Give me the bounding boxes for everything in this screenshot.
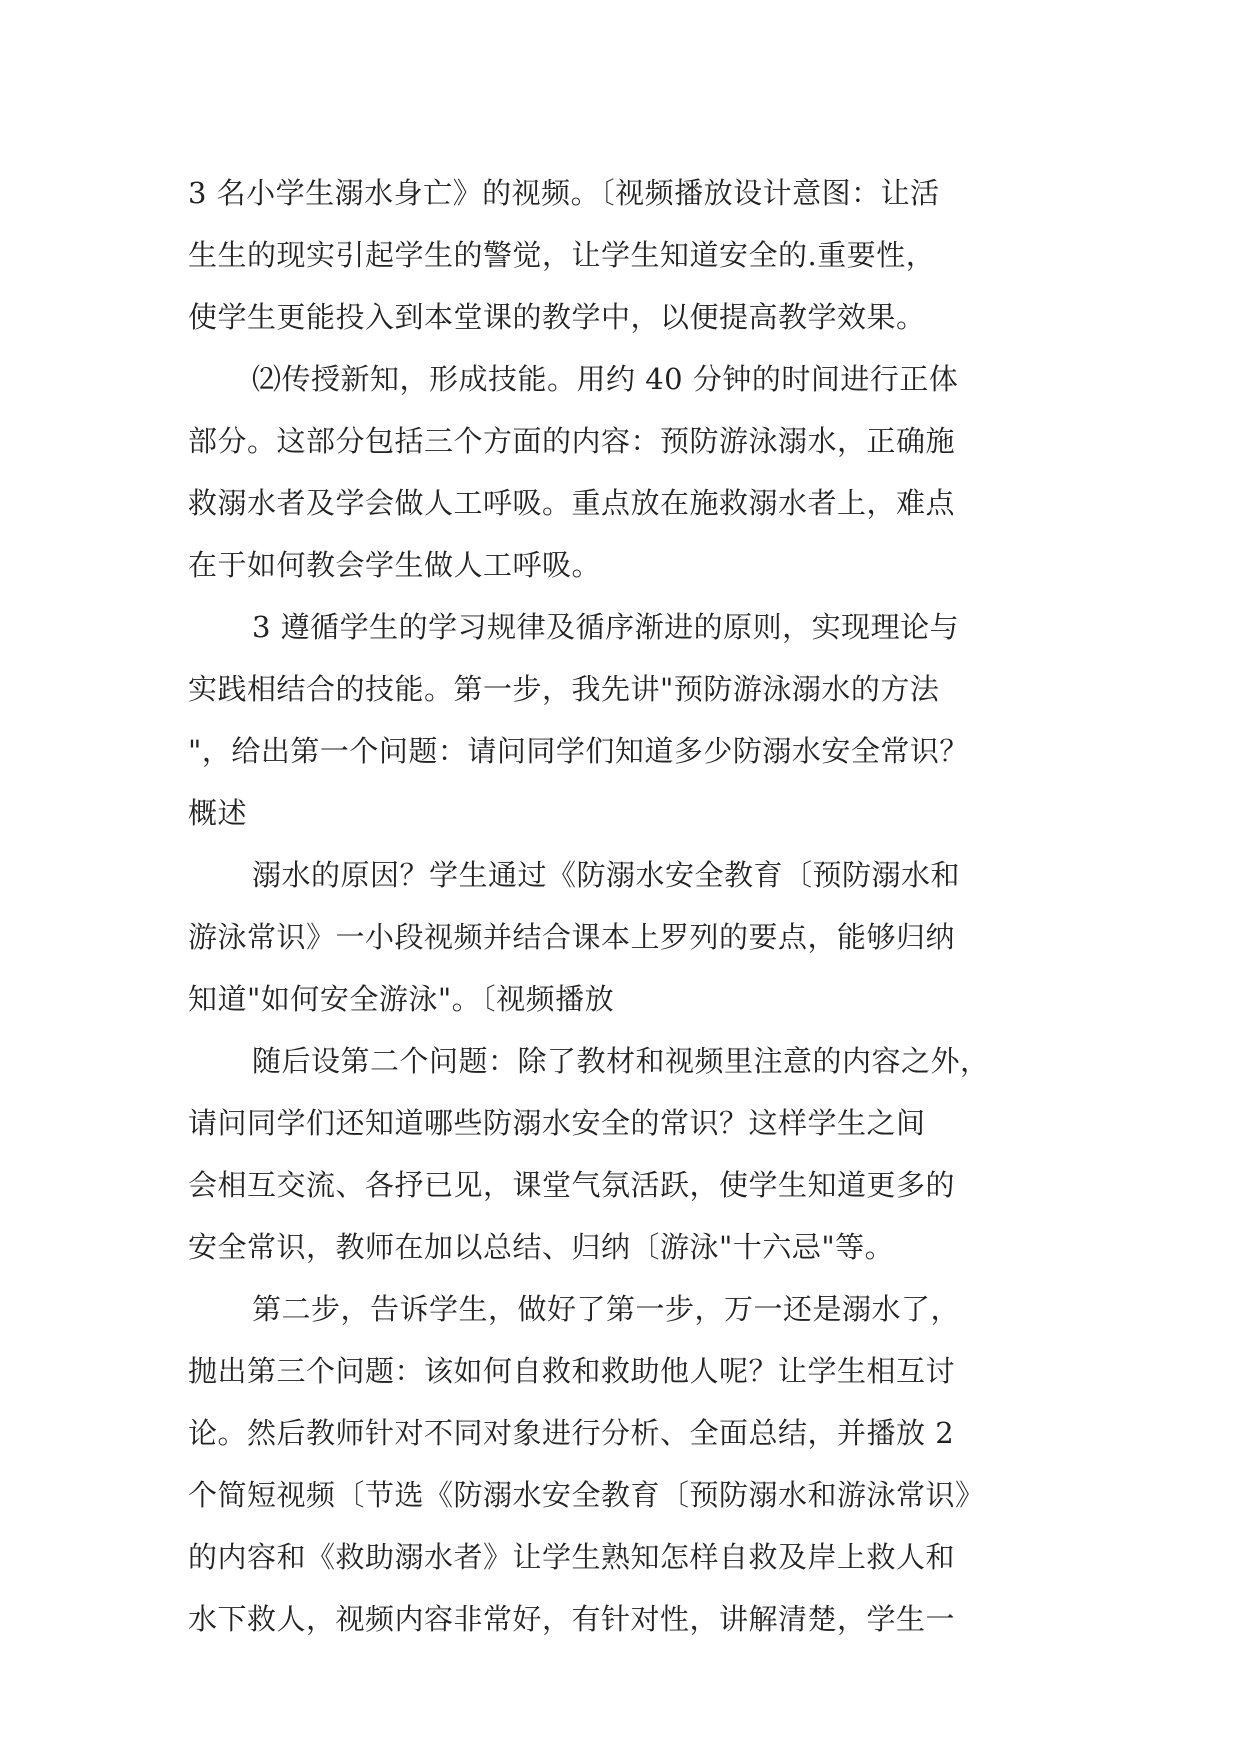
text-line: 3 名小学生溺水身亡》的视频。〔视频播放设计意图：让活: [188, 176, 940, 210]
text-line: 抛出第三个问题：该如何自救和救助他人呢？让学生相互讨: [188, 1354, 956, 1388]
text-line: 水下救人，视频内容非常好，有针对性，讲解清楚，学生一: [188, 1602, 956, 1636]
document-body: [188, 162, 1058, 1650]
text-line: 溺水的原因？学生通过《防溺水安全教育〔预防溺水和: [252, 858, 961, 892]
text-line: 实践相结合的技能。第一步，我先讲"预防游泳溺水的方法: [188, 672, 940, 706]
text-line: 的内容和《救助溺水者》让学生熟知怎样自救及岸上救人和: [188, 1540, 956, 1574]
text-line: 使学生更能投入到本堂课的教学中，以便提高教学效果。: [188, 300, 926, 334]
text-line: 安全常识，教师在加以总结、归纳〔游泳"十六忌"等。: [188, 1230, 895, 1264]
text-line: 游泳常识》一小段视频并结合课本上罗列的要点，能够归纳: [188, 920, 956, 954]
text-line: 知道"如何安全游泳"。〔视频播放: [188, 982, 615, 1016]
text-line: 3 遵循学生的学习规律及循序渐进的原则，实现理论与: [252, 610, 960, 644]
text-line: 部分。这部分包括三个方面的内容：预防游泳溺水，正确施: [188, 424, 956, 458]
text-line: "，给出第一个问题：请问同学们知道多少防溺水安全常识？: [188, 734, 969, 768]
text-line: 生生的现实引起学生的警觉，让学生知道安全的.重要性，: [188, 238, 936, 272]
paragraph: [188, 596, 1058, 844]
paragraph: [188, 1030, 1058, 1278]
paragraph: [188, 844, 1058, 1030]
text-line: ⑵传授新知，形成技能。用约 40 分钟的时间进行正体: [252, 362, 959, 396]
text-line: 救溺水者及学会做人工呼吸。重点放在施救溺水者上，难点: [188, 486, 956, 520]
text-line: 随后设第二个问题：除了教材和视频里注意的内容之外，: [252, 1044, 990, 1078]
text-line: 第二步，告诉学生，做好了第一步，万一还是溺水了，: [252, 1292, 961, 1326]
paragraph: [188, 162, 1058, 348]
text-line: 个简短视频〔节选《防溺水安全教育〔预防溺水和游泳常识》: [188, 1478, 985, 1512]
text-line: 论。然后教师针对不同对象进行分析、全面总结，并播放 2: [188, 1416, 955, 1450]
text-line: 在于如何教会学生做人工呼吸。: [188, 548, 602, 582]
text-line: 概述: [188, 796, 248, 830]
text-line: 请问同学们还知道哪些防溺水安全的常识？这样学生之间: [188, 1106, 926, 1140]
text-line: 会相互交流、各抒已见，课堂气氛活跃，使学生知道更多的: [188, 1168, 956, 1202]
paragraph: [188, 348, 1058, 596]
paragraph: [188, 1278, 1058, 1650]
